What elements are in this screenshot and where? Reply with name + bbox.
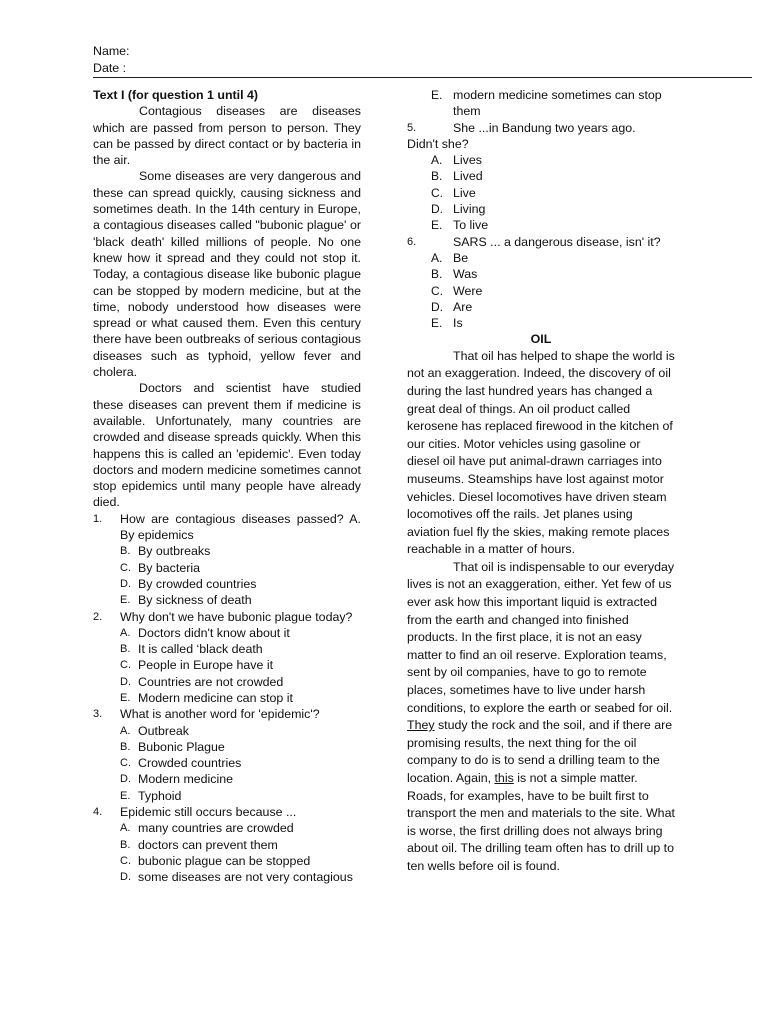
option[interactable]: [93, 739, 361, 755]
option[interactable]: [407, 217, 675, 233]
option[interactable]: [93, 788, 361, 804]
option-letter: A.: [120, 822, 131, 835]
option-letter: D.: [120, 675, 131, 688]
option-text: Doctors didn't know about it: [138, 625, 290, 640]
option-text: It is called ‘black death: [138, 642, 263, 657]
option-letter: E.: [431, 88, 443, 102]
question-text: Epidemic still occurs because ...: [120, 805, 297, 820]
option[interactable]: [407, 283, 675, 299]
question-2: [93, 609, 361, 625]
option-letter: D.: [120, 773, 131, 786]
option-letter: E.: [431, 316, 443, 331]
question-number: 6.: [407, 235, 417, 248]
option-text: Crowded countries: [138, 756, 242, 771]
underlined-word-this: this: [494, 771, 514, 785]
option[interactable]: [407, 185, 675, 201]
option-letter: D.: [120, 871, 131, 884]
option-text: many countries are crowded: [138, 821, 294, 836]
question-text: SARS ... a dangerous disease, isn' it?: [453, 234, 661, 249]
option-letter: A.: [120, 724, 131, 737]
oil-p2-part-b: study the rock and the soil, and if there are promising results, the next thing for the oil company to do is to send a drilling team to the location. Again,: [407, 718, 673, 785]
option[interactable]: [407, 315, 675, 331]
left-column: [93, 87, 361, 886]
name-label: Name:: [93, 44, 130, 58]
option-text: Modern medicine: [138, 772, 234, 787]
option-text: Bubonic Plague: [138, 739, 225, 754]
question-3: [93, 706, 361, 722]
option-text: Live: [453, 185, 476, 200]
option[interactable]: [93, 543, 361, 559]
option-text: some diseases are not very contagious: [138, 870, 353, 885]
option[interactable]: [407, 299, 675, 315]
option-letter: B.: [120, 643, 131, 656]
option-letter: E.: [431, 218, 443, 233]
option-text: Modern medicine can stop it: [138, 690, 293, 705]
underlined-word-they: They: [407, 718, 435, 733]
option[interactable]: [93, 723, 361, 739]
option[interactable]: [93, 771, 361, 787]
header-divider: [93, 77, 752, 78]
option[interactable]: [93, 592, 361, 608]
option-letter: E.: [120, 789, 131, 802]
option-text: modern medicine sometimes can stop them: [453, 88, 662, 119]
option-letter: B.: [431, 169, 443, 184]
date-label: Date :: [93, 61, 127, 75]
question-continuation: Didn't she?: [407, 136, 469, 151]
question-number: 5.: [407, 121, 417, 134]
oil-title: OIL: [530, 332, 552, 347]
option-text: By sickness of death: [138, 593, 252, 608]
text1-paragraph: Some diseases are very dangerous and these can spread quickly, causing sickness and sometimes death. In the 14th century in Europe, a contagious diseases called "bubonic plague' or 'black death' killed millions of people. No one knew how it spread and they could not stop it. Today, a contagious disease like bubonic plague can be stopped by modern medicine, but at the time, nobody understood how diseases were spread or what caused them. Even this century there have been outbreaks of serious contagious diseases such as typhoid, yellow fever and cholera.: [93, 169, 361, 380]
question-text: How are contagious diseases passed? A. By epidemics: [120, 511, 361, 543]
text1-paragraph: Contagious diseases are diseases which are passed from person to person. They can be passed by direct contact or by bacteria in the air.: [93, 104, 361, 168]
option[interactable]: [93, 560, 361, 576]
option-letter: B.: [120, 545, 131, 558]
option-text: Living: [453, 202, 486, 217]
question-number: 2.: [93, 610, 103, 623]
option-letter: D.: [431, 202, 443, 217]
question-text: Why don't we have bubonic plague today?: [120, 609, 353, 624]
option[interactable]: [93, 625, 361, 641]
option-letter: A.: [431, 153, 443, 168]
option-letter: C.: [120, 659, 131, 672]
option-text: Typhoid: [138, 788, 182, 803]
option-letter: B.: [120, 740, 131, 753]
oil-text: [407, 348, 675, 876]
option-letter: C.: [431, 283, 443, 298]
option-letter: C.: [120, 561, 131, 574]
option[interactable]: [407, 168, 675, 184]
option[interactable]: [407, 266, 675, 282]
option[interactable]: [93, 869, 361, 885]
option-text: Lived: [453, 169, 483, 184]
option-text: By crowded countries: [138, 576, 257, 591]
option[interactable]: [93, 755, 361, 771]
option[interactable]: [93, 641, 361, 657]
option-text: Were: [453, 283, 483, 298]
question-6: [407, 234, 675, 250]
option-text: Lives: [453, 153, 482, 168]
text1-title: Text I (for question 1 until 4): [93, 88, 258, 102]
option[interactable]: [93, 837, 361, 853]
oil-p2-part-c: is not a simple matter. Roads, for examples, have to be built first to transport the men and materials to the site. What is worse, the first drilling does not always bring about oil. The drilling team often has to drill up to ten wells before oil is found.: [407, 771, 675, 873]
option[interactable]: [407, 250, 675, 266]
option[interactable]: [407, 201, 675, 217]
option-letter: B.: [120, 838, 131, 851]
question-number: 3.: [93, 708, 103, 721]
header: [93, 43, 130, 77]
option[interactable]: [93, 820, 361, 836]
question-number: 1.: [93, 512, 103, 525]
option-letter: C.: [120, 757, 131, 770]
option-letter: A.: [431, 250, 443, 265]
question-text: What is another word for 'epidemic'?: [120, 707, 320, 722]
option-text: Countries are not crowded: [138, 674, 284, 689]
option-letter: D.: [120, 577, 131, 590]
option[interactable]: [93, 576, 361, 592]
option[interactable]: [407, 152, 675, 168]
option-letter: C.: [120, 854, 131, 867]
option-text: doctors can prevent them: [138, 837, 278, 852]
option[interactable]: [93, 674, 361, 690]
option-text: To live: [453, 218, 489, 233]
option[interactable]: [407, 87, 675, 120]
option-text: Is: [453, 316, 463, 331]
option-text: Are: [453, 299, 473, 314]
right-column: [407, 87, 675, 876]
option-text: By bacteria: [138, 560, 200, 575]
option[interactable]: [93, 690, 361, 706]
question-5: [407, 120, 675, 136]
oil-paragraph-2: [407, 559, 675, 876]
option-letter: E.: [120, 594, 131, 607]
text1-paragraph: Doctors and scientist have studied these diseases can prevent them if medicine is available. Unfortunately, many countries are crowded and disease spreads quickly. When this happens this is called an 'epidemic'. Even today doctors and modern medicine sometimes cannot stop epidemics until many people have already died.: [93, 381, 361, 510]
option-text: Be: [453, 250, 469, 265]
option-text: Outbreak: [138, 723, 189, 738]
option-letter: A.: [120, 626, 131, 639]
question-4: [93, 804, 361, 820]
option-text: By outbreaks: [138, 544, 211, 559]
option-text: Was: [453, 267, 478, 282]
option[interactable]: [93, 853, 361, 869]
question-text: She ...in Bandung two years ago.: [453, 120, 636, 135]
option[interactable]: [93, 657, 361, 673]
question-number: 4.: [93, 806, 103, 819]
option-letter: C.: [431, 185, 443, 200]
option-letter: E.: [120, 691, 131, 704]
option-text: People in Europe have it: [138, 658, 274, 673]
option-letter: B.: [431, 267, 443, 282]
oil-paragraph-1: That oil has helped to shape the world is not an exaggeration. Indeed, the discovery of oil during the last hundred years has changed a great deal of things. An oil product called kerosene has replaced firewood in the kitchen of our cities. Motor vehicles using gasoline or diesel oil have put animal-drawn carriages into museums. Steamships have lost against motor vehicles. Diesel locomotives have driven steam locomotives off the rails. Jet planes using aviation fuel fly the skies, making remote places reachable in a matter of hours.: [407, 348, 675, 557]
oil-p2-part-a: That oil is indispensable to our everyday lives is not an exaggeration, either. Yet few of us ever ask how this important liquid is extracted from the earth and changed into finished products. In the first place, it is not an easy matter to find an oil reserve. Exploration teams, sent by oil companies, have to go to remote places, sometimes have to live under harsh conditions, to explore the earth or seabed for oil.: [407, 559, 675, 715]
question-1: [93, 511, 361, 544]
option-letter: D.: [431, 299, 443, 314]
option-text: bubonic plague can be stopped: [138, 853, 311, 868]
